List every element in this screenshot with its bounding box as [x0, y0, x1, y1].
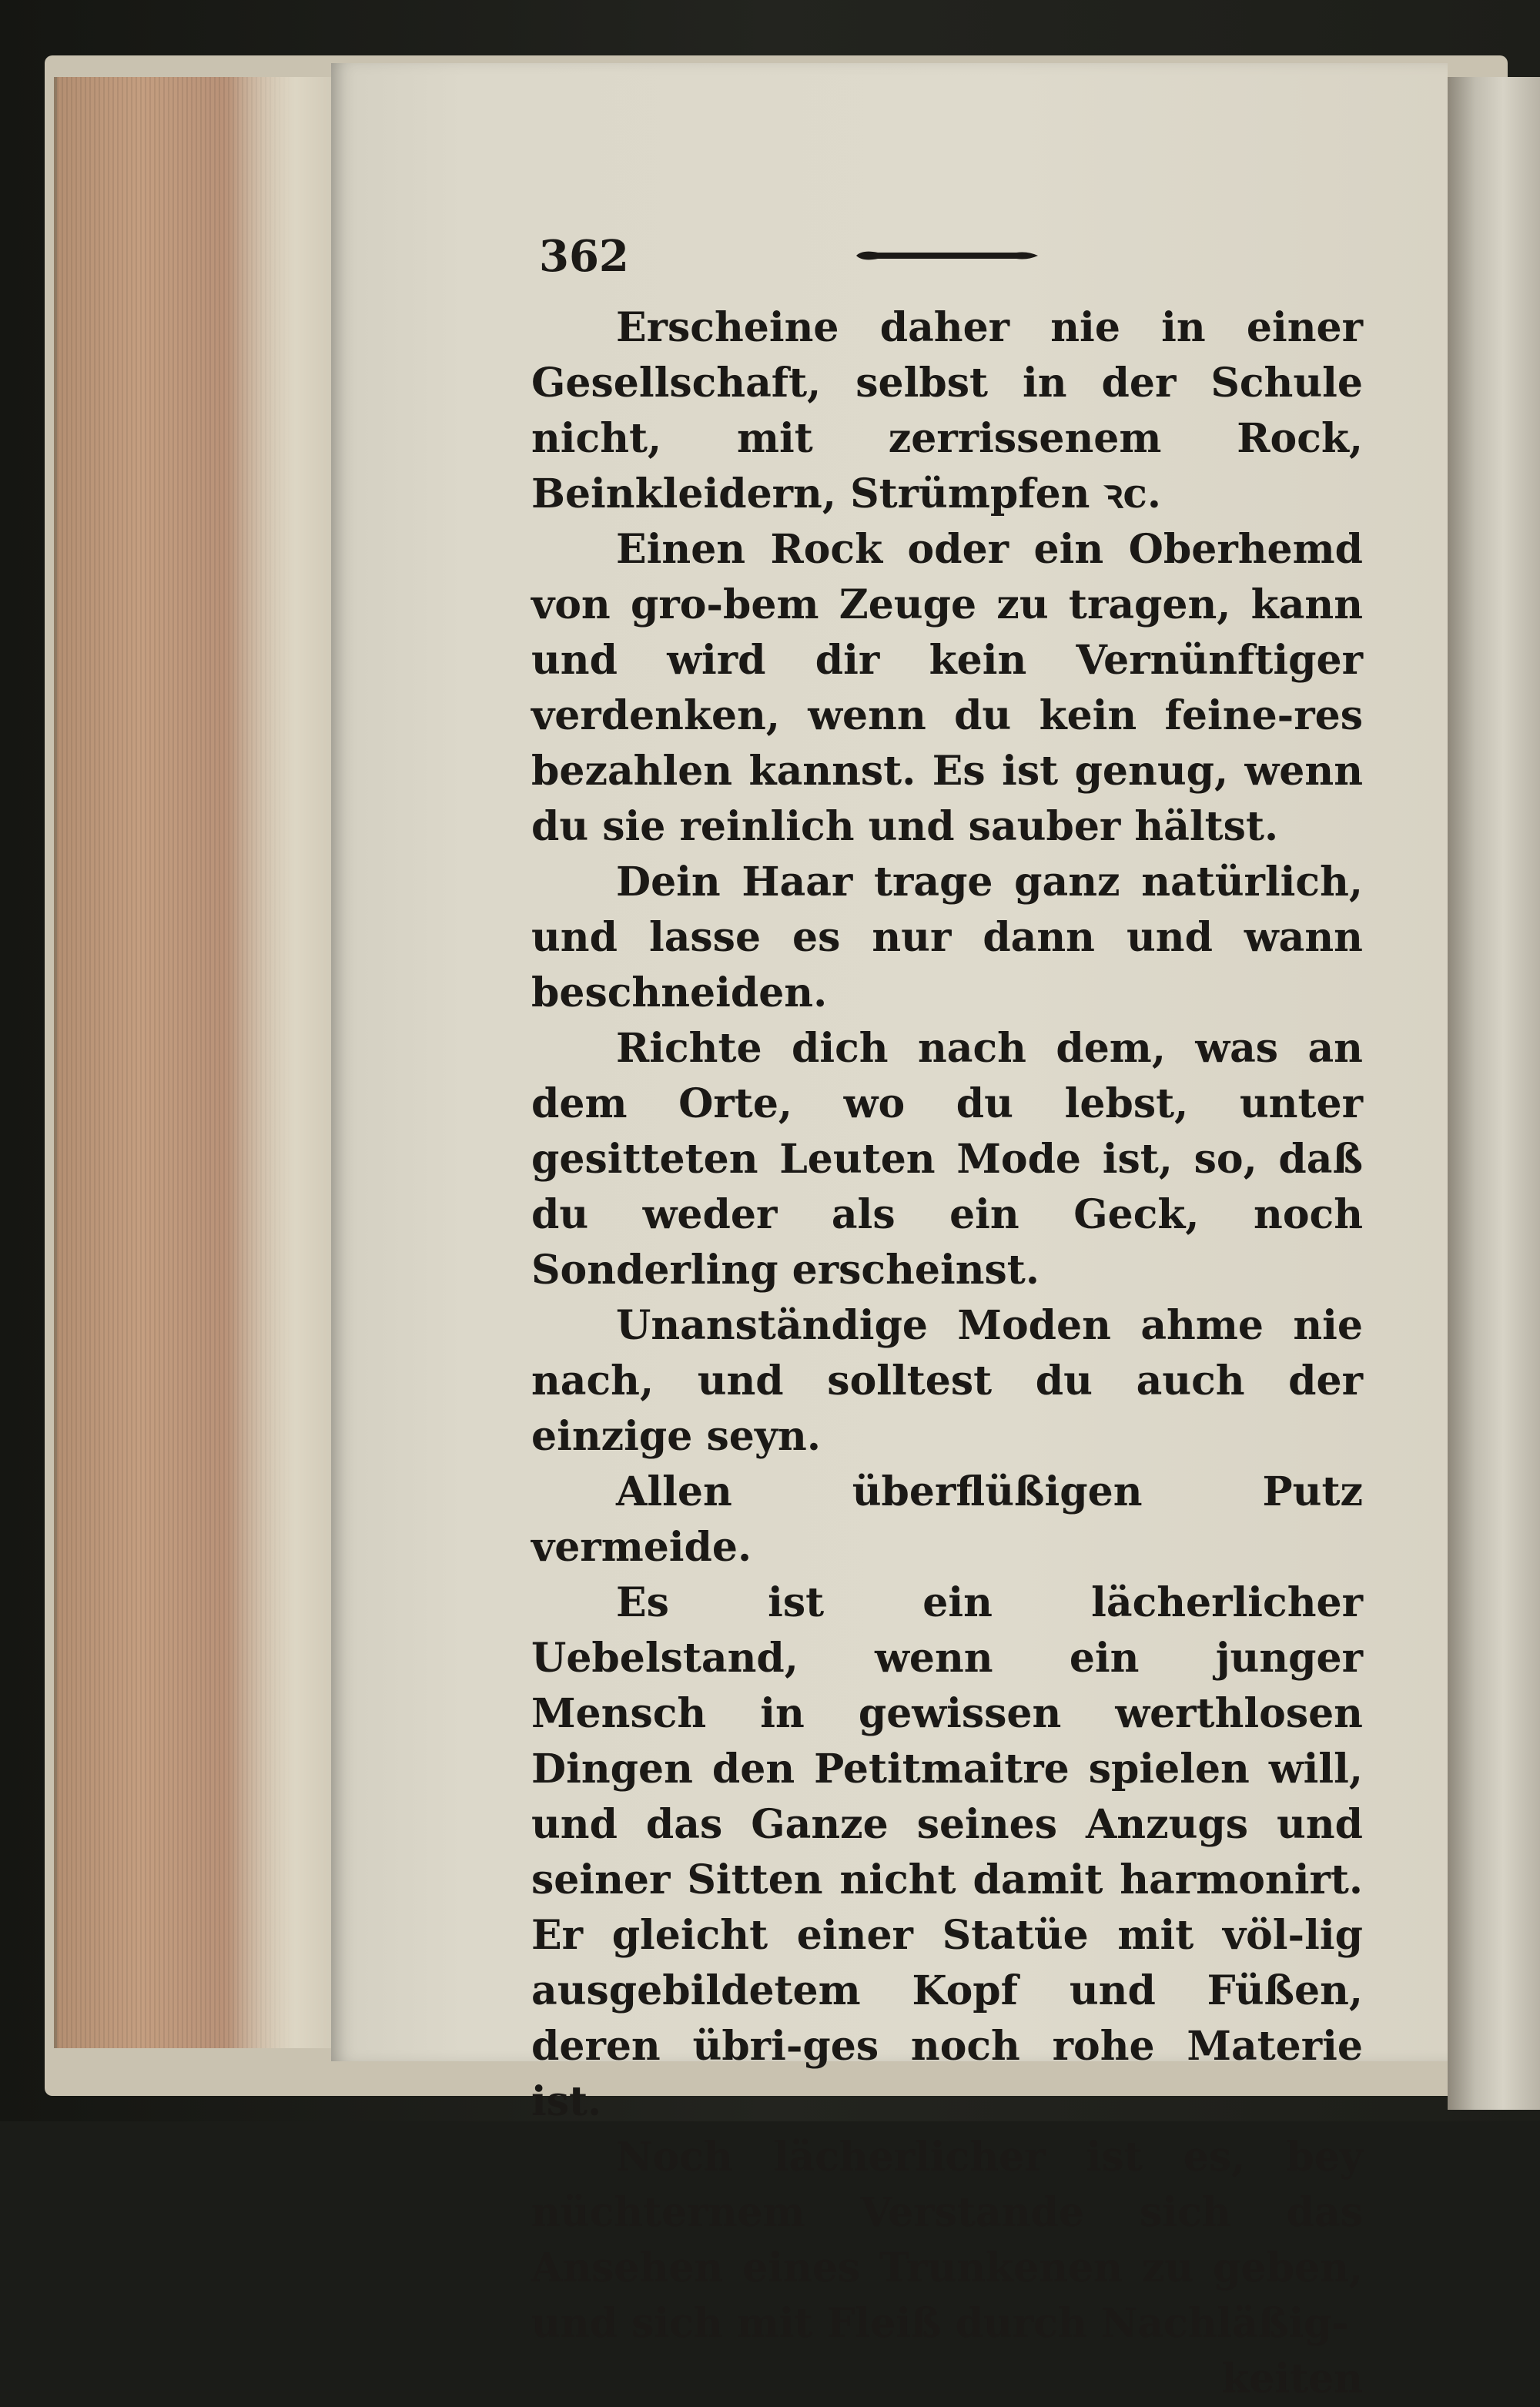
body-text — [531, 300, 1363, 2407]
header-ornament-rule — [855, 248, 1040, 263]
paragraph: Erscheine daher nie in einer Gesellschaft, selbst in der Schule nicht, mit zerrissenem Rock, Beinkleidern, Strümpfen ꝛc. — [531, 304, 1363, 517]
catchword: keiten — [1221, 2355, 1363, 2402]
facing-page-edge — [1448, 77, 1540, 2110]
paragraph: Richte dich nach dem, was an dem Orte, wo du lebst, unter gesitteten Leuten Mode ist, so, daß du weder als ein Geck, noch Sonderling erscheinst. — [531, 1025, 1363, 1294]
paragraph: Noch lächerlicher ist es, bey nüchternem Verstande sich das Ansehen eines Trunkenen zu geben, und sich mit Fleiß durch Nachläßig- — [531, 2134, 1363, 2347]
paragraph: Allen überflüßigen Putz vermeide. — [531, 1468, 1363, 1571]
paragraph: Unanständige Moden ahme nie nach, und solltest du auch der einzige seyn. — [531, 1302, 1363, 1460]
page-number: 362 — [539, 231, 629, 282]
page-edges-highlight — [231, 77, 339, 2048]
paragraph: Es ist ein lächerlicher Uebelstand, wenn ein junger Mensch in gewissen werthlosen Dingen den Petitmaitre spielen will, und das Ganze seines Anzugs und seiner Sitten nicht damit harmonirt. Er gleicht einer Statüe mit völ-lig ausgebildetem Kopf und Füßen, deren übri-ges noch rohe Materie ist. — [531, 1579, 1363, 2125]
paragraph: Einen Rock oder ein Oberhemd von gro-bem Zeuge zu tragen, kann und wird dir kein Vernünftiger verdenken, wenn du kein feine-res bezahlen kannst. Es ist genug, wenn du sie reinlich und sauber hältst. — [531, 526, 1363, 850]
paragraph: Dein Haar trage ganz natürlich, und lasse es nur dann und wann beschneiden. — [531, 859, 1363, 1016]
